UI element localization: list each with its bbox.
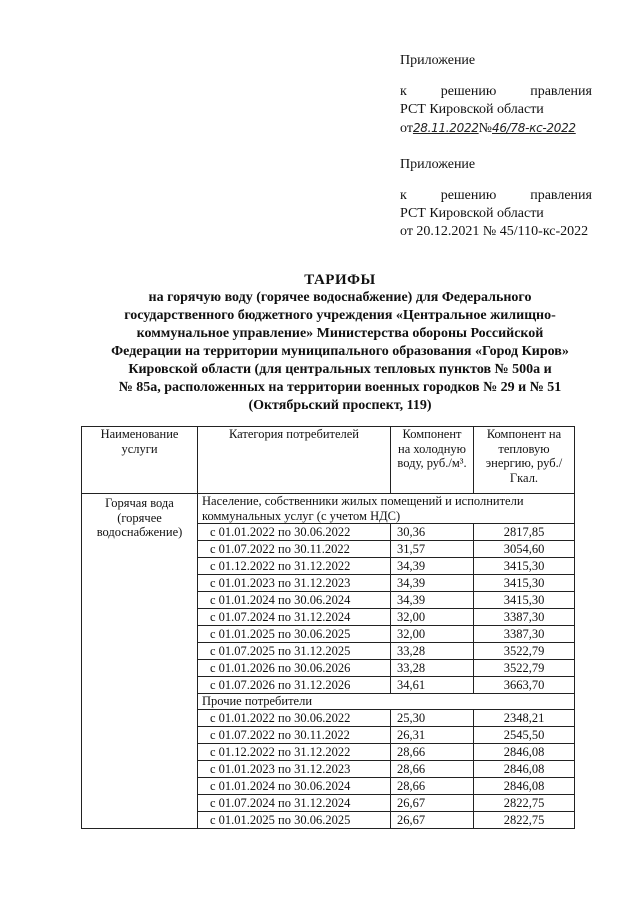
document-heading xyxy=(70,271,610,415)
cold-water-cell: 26,67 xyxy=(391,794,474,811)
period-cell: с 01.01.2022 по 30.06.2022 xyxy=(198,524,391,541)
energy-cell: 2822,75 xyxy=(474,794,575,811)
cold-water-cell: 34,39 xyxy=(391,592,474,609)
cold-water-cell: 28,66 xyxy=(391,743,474,760)
energy-cell: 3415,30 xyxy=(474,592,575,609)
section-label: Население, собственники жилых помещений и исполнители коммунальных услуг (с учетом НДС) xyxy=(198,494,575,524)
cold-water-cell: 32,00 xyxy=(391,626,474,643)
period-cell: с 01.07.2022 по 30.11.2022 xyxy=(198,726,391,743)
appendix-title: Приложение xyxy=(400,157,476,172)
cold-water-cell: 32,00 xyxy=(391,609,474,626)
service-name-cell: Горячая вода (горячее водоснабжение) xyxy=(82,494,198,829)
header-cold-water: Компонент на холодную воду, руб./м³. xyxy=(391,427,474,494)
heading-line: государственного бюджетного учреждения «Центральное жилищно- xyxy=(124,308,556,323)
period-cell: с 01.01.2023 по 31.12.2023 xyxy=(198,575,391,592)
period-cell: с 01.01.2025 по 30.06.2025 xyxy=(198,811,391,828)
cold-water-cell: 34,39 xyxy=(391,558,474,575)
section-label: Прочие потребители xyxy=(198,694,575,710)
appendix-block-original xyxy=(400,156,592,241)
energy-cell: 2846,08 xyxy=(474,743,575,760)
heading-line: (Октябрьский проспект, 119) xyxy=(248,398,432,413)
cold-water-cell: 26,31 xyxy=(391,726,474,743)
period-cell: с 01.01.2025 по 30.06.2025 xyxy=(198,626,391,643)
appendix-block-updated xyxy=(400,52,592,138)
energy-cell: 2846,08 xyxy=(474,760,575,777)
cold-water-cell: 28,66 xyxy=(391,760,474,777)
cold-water-cell: 30,36 xyxy=(391,524,474,541)
document-title: ТАРИФЫ xyxy=(304,272,376,288)
appendix-authority: РСТ Кировской области xyxy=(400,102,544,117)
cold-water-cell: 33,28 xyxy=(391,660,474,677)
period-cell: с 01.12.2022 по 31.12.2022 xyxy=(198,743,391,760)
energy-cell: 3663,70 xyxy=(474,677,575,694)
appendix-date-number: от28.11.2022№46/78-кс-2022 xyxy=(400,121,576,136)
period-cell: с 01.12.2022 по 31.12.2022 xyxy=(198,558,391,575)
energy-cell: 3522,79 xyxy=(474,660,575,677)
cold-water-cell: 25,30 xyxy=(391,709,474,726)
header-category: Категория потребителей xyxy=(198,427,391,494)
header-service: Наименование услуги xyxy=(82,427,198,494)
cold-water-cell: 31,57 xyxy=(391,541,474,558)
energy-cell: 3522,79 xyxy=(474,643,575,660)
energy-cell: 3415,30 xyxy=(474,558,575,575)
heading-line: Федерации на территории муниципального образования «Город Киров» xyxy=(111,344,569,359)
cold-water-cell: 34,61 xyxy=(391,677,474,694)
cold-water-cell: 26,67 xyxy=(391,811,474,828)
appendix-title: Приложение xyxy=(400,53,476,68)
cold-water-cell: 28,66 xyxy=(391,777,474,794)
energy-cell: 2348,21 xyxy=(474,709,575,726)
heading-line: № 85а, расположенных на территории военных городков № 29 и № 51 xyxy=(118,380,562,395)
energy-cell: 3054,60 xyxy=(474,541,575,558)
period-cell: с 01.07.2024 по 31.12.2024 xyxy=(198,794,391,811)
energy-cell: 3415,30 xyxy=(474,575,575,592)
period-cell: с 01.01.2022 по 30.06.2022 xyxy=(198,709,391,726)
period-cell: с 01.01.2023 по 31.12.2023 xyxy=(198,760,391,777)
header-energy: Компонент на тепловую энергию, руб./Гкал. xyxy=(474,427,575,494)
energy-cell: 2846,08 xyxy=(474,777,575,794)
period-cell: с 01.01.2024 по 30.06.2024 xyxy=(198,592,391,609)
appendix-decision-line: к решению правления xyxy=(400,84,592,99)
energy-cell: 3387,30 xyxy=(474,626,575,643)
heading-line: коммунальное управление» Министерства обороны Российской xyxy=(136,326,544,341)
section-row xyxy=(82,494,575,524)
handwritten-date: 28.11.2022 xyxy=(412,121,479,135)
period-cell: с 01.07.2025 по 31.12.2025 xyxy=(198,643,391,660)
period-cell: с 01.07.2022 по 30.11.2022 xyxy=(198,541,391,558)
heading-line: Кировской области (для центральных тепловых пунктов № 500а и xyxy=(128,362,552,377)
energy-cell: 2817,85 xyxy=(474,524,575,541)
energy-cell: 2545,50 xyxy=(474,726,575,743)
period-cell: с 01.07.2026 по 31.12.2026 xyxy=(198,677,391,694)
cold-water-cell: 33,28 xyxy=(391,643,474,660)
energy-cell: 3387,30 xyxy=(474,609,575,626)
appendix-decision-line: к решению правления xyxy=(400,188,592,203)
period-cell: с 01.01.2024 по 30.06.2024 xyxy=(198,777,391,794)
period-cell: с 01.07.2024 по 31.12.2024 xyxy=(198,609,391,626)
appendix-authority: РСТ Кировской области xyxy=(400,206,544,221)
appendix-date-number: от 20.12.2021 № 45/110-кс-2022 xyxy=(400,224,589,239)
handwritten-number: 46/78-кс-2022 xyxy=(492,121,576,135)
heading-line: на горячую воду (горячее водоснабжение) для Федерального xyxy=(148,290,532,305)
energy-cell: 2822,75 xyxy=(474,811,575,828)
table-header-row xyxy=(82,427,575,494)
cold-water-cell: 34,39 xyxy=(391,575,474,592)
period-cell: с 01.01.2026 по 30.06.2026 xyxy=(198,660,391,677)
tariff-table xyxy=(81,426,575,829)
